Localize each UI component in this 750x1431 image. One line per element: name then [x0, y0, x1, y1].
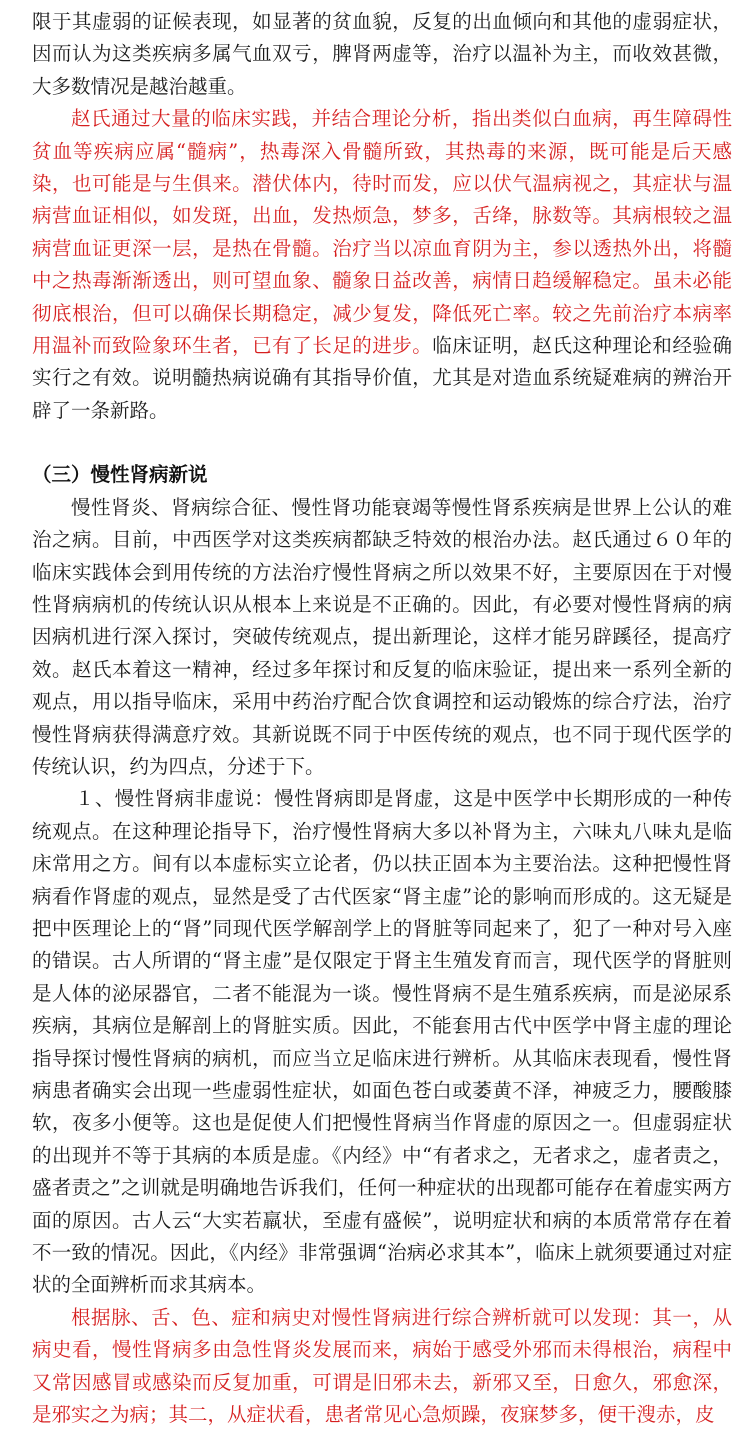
- paragraph-5: 根据脉、舌、色、症和病史对慢性肾病进行综合辨析就可以发现：其一，从病史看，慢性肾病多由急性肾炎发展而来，病始于感受外邪而未得根治，病程中又常因感冒或感染而反复加重，可谓是旧邪未去，新邪又至，日愈久，邪愈深，是邪实之为病；其二，从症状看，患者常见心急烦躁，夜寐梦多，便干溲赤，皮: [32, 1305, 732, 1427]
- paragraph-2-highlight: 赵氏通过大量的临床实践，并结合理论分析，指出类似白血病，再生障碍性贫血等疾病应属“髓病”，热毒深入骨髓所致，其热毒的来源，既可能是后天感染，也可能是与生俱来。潜伏体内，待时而发，应以伏气温病视之，其症状与温病营血证相似，如发斑，出血，发热烦急，梦多，舌绛，脉数等。其病根较之温病营血证更深一层，是热在骨髓。治疗当以凉血育阴为主，参以透热外出，将髓中之热毒渐渐透出，则可望血象、髓象日益改善，病情日趋缓解稳定。虽未必能彻底根治，但可以确保长期稳定，减少复发，降低死亡率。较之先前治疗本病率用温补而致险象环生者，已有了长足的进步。: [32, 107, 732, 358]
- paragraph-4: １、慢性肾病非虚说：慢性肾病即是肾虚，这是中医学中长期形成的一种传统观点。在这种理论指导下，治疗慢性肾病大多以补肾为主，六味丸八味丸是临床常用之方。间有以本虚标实立论者，仍以扶正固本为主要治法。这种把慢性肾病看作肾虚的观点，显然是受了古代医家“肾主虚”论的影响而形成的。这无疑是把中医理论上的“肾”同现代医学解剖学上的肾脏等同起来了，犯了一种对号入座的错误。古人所谓的“肾主虚”是仅限定于肾主生殖发育而言，现代医学的肾脏则是人体的泌尿器官，二者不能混为一谈。慢性肾病不是生殖系疾病，而是泌尿系疾病，其病位是解剖上的肾脏实质。因此，不能套用古代中医学中肾主虚的理论指导探讨慢性肾病的病机，而应当立足临床进行辨析。从其临床表现看，慢性肾病患者确实会出现一些虚弱性症状，如面色苍白或萎黄不泽，神疲乏力，腰酸膝软，夜多小便等。这也是促使人们把慢性肾病当作肾虚的原因之一。但虚弱症状的出现并不等于其病的本质是虚。《内经》中“有者求之，无者求之，虚者责之，盛者责之”之训就是明确地告诉我们，任何一种症状的出现都可能存在着虚实两方面的原因。古人云“大实若羸状，至虚有盛候”，说明症状和病的本质常常存在着不一致的情况。因此，《内经》非常强调“治病必求其本”，临床上就须要通过对症状的全面辨析而求其病本。: [32, 787, 732, 1297]
- paragraph-2-rest: 临床证明，赵氏这种理论和经验确实行之有效。说明髓热病说确有其指导价值，尤其是对造血系统疑难病的辨治开辟了一条新路。: [32, 334, 732, 422]
- paragraph-3: 慢性肾炎、肾病综合征、慢性肾功能衰竭等慢性肾系疾病是世界上公认的难治之病。目前，中西医学对这类疾病都缺乏特效的根治办法。赵氏通过６０年的临床实践体会到用传统的方法治疗慢性肾病之所以效果不好，主要原因在于对慢性肾病病机的传统认识从根本上来说是不正确的。因此，有必要对慢性肾病的病因病机进行深入探讨，突破传统观点，提出新理论，这样才能另辟蹊径，提高疗效。赵氏本着这一精神，经过多年探讨和反复的临床验证，提出来一系列全新的观点，用以指导临床，采用中药治疗配合饮食调控和运动锻炼的综合疗法，治疗慢性肾病获得满意疗效。其新说既不同于中医传统的观点，也不同于现代医学的传统认识，约为四点，分述于下。: [32, 495, 732, 778]
- section-heading: （三）慢性肾病新说: [32, 463, 208, 487]
- section-spacer: [32, 427, 732, 459]
- paragraph-1: 限于其虚弱的证候表现，如显著的贫血貌，反复的出血倾向和其他的虚弱症状，因而认为这类疾病多属气血双亏，脾肾两虚等，治疗以温补为主，而收效甚微，大多数情况是越治越重。: [32, 10, 732, 98]
- paragraph-2: [32, 103, 732, 427]
